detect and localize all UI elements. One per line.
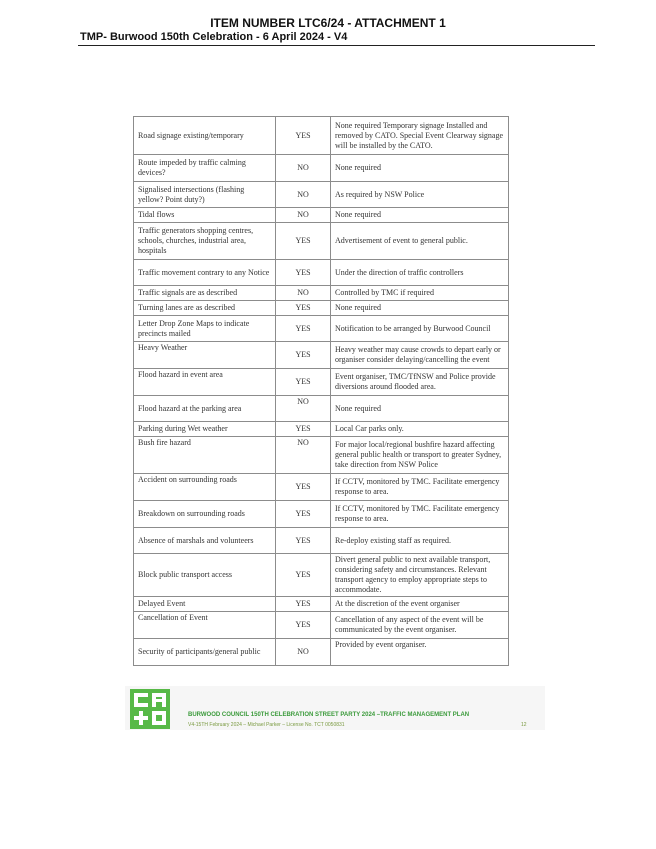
table-row: [134, 554, 509, 597]
note-cell: Divert general public to next available transport, considering safety and circumstances. Relevant transport agency to employ appropriate steps to accommodate.: [331, 554, 509, 597]
answer-cell: YES: [276, 117, 331, 155]
item-cell: Flood hazard in event area: [134, 369, 276, 396]
item-cell: Breakdown on surrounding roads: [134, 501, 276, 528]
item-cell: Cancellation of Event: [134, 612, 276, 639]
item-cell: Letter Drop Zone Maps to indicate precincts mailed: [134, 316, 276, 342]
note-cell: If CCTV, monitored by TMC. Facilitate emergency response to area.: [331, 501, 509, 528]
note-cell: Under the direction of traffic controllers: [331, 260, 509, 286]
table-row: [134, 208, 509, 223]
table-row: [134, 342, 509, 369]
item-cell: Block public transport access: [134, 554, 276, 597]
item-cell: Absence of marshals and volunteers: [134, 528, 276, 554]
note-cell: Cancellation of any aspect of the event will be communicated by the event organiser.: [331, 612, 509, 639]
answer-cell: YES: [276, 597, 331, 612]
answer-cell: NO: [276, 437, 331, 474]
note-cell: None required Temporary signage Installed and removed by CATO. Special Event Clearway signage will be installed by the CATO.: [331, 117, 509, 155]
item-cell: Traffic generators shopping centres, schools, churches, industrial area, hospitals: [134, 223, 276, 260]
answer-cell: YES: [276, 260, 331, 286]
footer-plan-title: BURWOOD COUNCIL 150TH CELEBRATION STREET PARTY 2024 –TRAFFIC MANAGEMENT PLAN: [188, 712, 470, 718]
item-cell: Tidal flows: [134, 208, 276, 223]
answer-cell: YES: [276, 342, 331, 369]
note-cell: Local Car parks only.: [331, 422, 509, 437]
answer-cell: YES: [276, 369, 331, 396]
answer-cell: NO: [276, 396, 331, 422]
cato-logo-icon: [130, 689, 170, 729]
note-cell: For major local/regional bushfire hazard affecting general public health or transport to greater Sydney, take direction from NSW Police: [331, 437, 509, 474]
note-cell: None required: [331, 396, 509, 422]
note-cell: Controlled by TMC if required: [331, 286, 509, 301]
document-title: TMP- Burwood 150th Celebration - 6 April 2024 - V4: [80, 31, 348, 43]
traffic-checklist-table: [133, 116, 509, 666]
note-cell: If CCTV, monitored by TMC. Facilitate emergency response to area.: [331, 474, 509, 501]
item-number-heading: ITEM NUMBER LTC6/24 - ATTACHMENT 1: [210, 16, 446, 30]
item-cell: Traffic signals are as described: [134, 286, 276, 301]
note-cell: Heavy weather may cause crowds to depart early or organiser consider delaying/cancelling the event: [331, 342, 509, 369]
table-row: [134, 369, 509, 396]
item-cell: Route impeded by traffic calming devices?: [134, 155, 276, 182]
table-row: [134, 286, 509, 301]
answer-cell: YES: [276, 301, 331, 316]
table-row: [134, 639, 509, 666]
note-cell: As required by NSW Police: [331, 182, 509, 208]
table-row: [134, 117, 509, 155]
table-row: [134, 223, 509, 260]
table-row: [134, 301, 509, 316]
table-row: [134, 155, 509, 182]
page-footer: [125, 686, 545, 730]
note-cell: None required: [331, 301, 509, 316]
table-row: [134, 316, 509, 342]
answer-cell: YES: [276, 422, 331, 437]
item-cell: Turning lanes are as described: [134, 301, 276, 316]
note-cell: Event organiser, TMC/TfNSW and Police provide diversions around flooded area.: [331, 369, 509, 396]
item-cell: Security of participants/general public: [134, 639, 276, 666]
item-cell: Bush fire hazard: [134, 437, 276, 474]
item-cell: Flood hazard at the parking area: [134, 396, 276, 422]
header-divider: [78, 45, 595, 46]
page-number: 12: [521, 722, 527, 728]
answer-cell: NO: [276, 639, 331, 666]
footer-version-line: V4-15TH February 2024 – Michael Parker – License No. TCT 0050831: [188, 722, 345, 728]
table-row: [134, 474, 509, 501]
note-cell: At the discretion of the event organiser: [331, 597, 509, 612]
item-cell: Signalised intersections (flashing yellow? Point duty?): [134, 182, 276, 208]
item-cell: Delayed Event: [134, 597, 276, 612]
answer-cell: YES: [276, 316, 331, 342]
table-row: [134, 422, 509, 437]
table-row: [134, 612, 509, 639]
table-row: [134, 182, 509, 208]
answer-cell: YES: [276, 501, 331, 528]
table-row: [134, 528, 509, 554]
note-cell: Advertisement of event to general public.: [331, 223, 509, 260]
answer-cell: YES: [276, 223, 331, 260]
answer-cell: YES: [276, 474, 331, 501]
answer-cell: NO: [276, 182, 331, 208]
answer-cell: NO: [276, 155, 331, 182]
item-cell: Accident on surrounding roads: [134, 474, 276, 501]
note-cell: Re-deploy existing staff as required.: [331, 528, 509, 554]
answer-cell: YES: [276, 554, 331, 597]
note-cell: Provided by event organiser.: [331, 639, 509, 666]
answer-cell: YES: [276, 528, 331, 554]
answer-cell: NO: [276, 286, 331, 301]
note-cell: Notification to be arranged by Burwood Council: [331, 316, 509, 342]
answer-cell: YES: [276, 612, 331, 639]
answer-cell: NO: [276, 208, 331, 223]
table-row: [134, 396, 509, 422]
item-cell: Parking during Wet weather: [134, 422, 276, 437]
cato-logo-graphic: [130, 689, 170, 729]
item-cell: Heavy Weather: [134, 342, 276, 369]
table-row: [134, 437, 509, 474]
table-row: [134, 260, 509, 286]
table-row: [134, 501, 509, 528]
item-cell: Road signage existing/temporary: [134, 117, 276, 155]
item-cell: Traffic movement contrary to any Notice: [134, 260, 276, 286]
note-cell: None required: [331, 155, 509, 182]
table-row: [134, 597, 509, 612]
note-cell: None required: [331, 208, 509, 223]
